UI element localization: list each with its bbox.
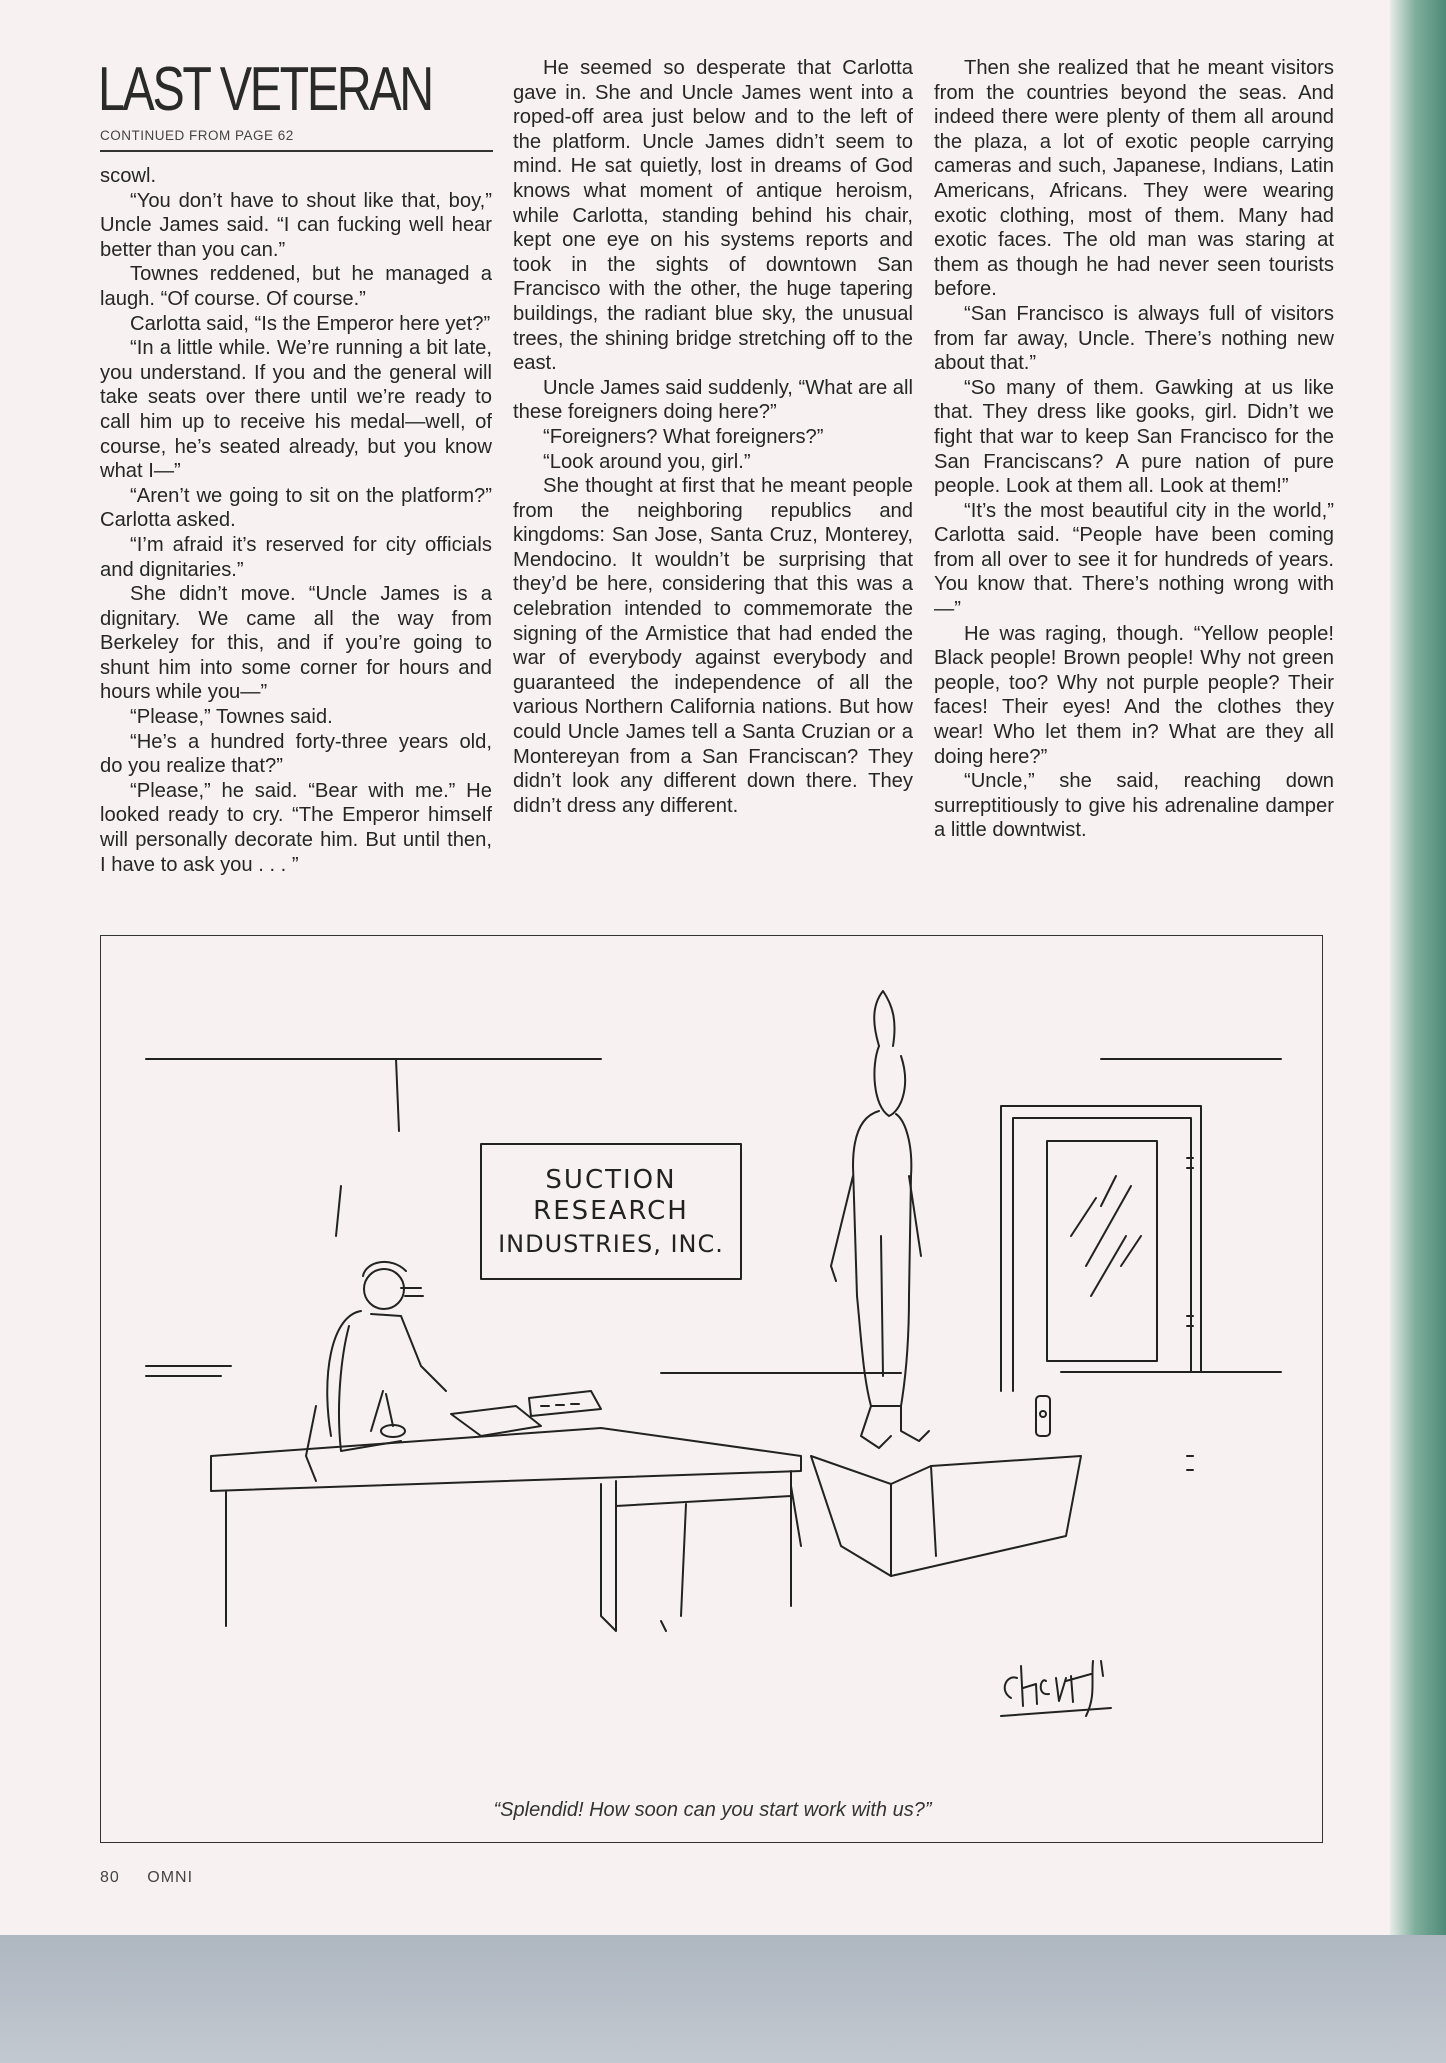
- desk-papers: [381, 1394, 541, 1437]
- cartoon-drawing: [101, 936, 1324, 1844]
- page-folio: [100, 1869, 215, 1887]
- cartoon-caption: “Splendid! How soon can you start work with us?”: [493, 1799, 932, 1821]
- adjacent-page-edge: [1390, 0, 1446, 1935]
- artist-signature-underline: [1001, 1708, 1111, 1716]
- suspended-applicant: [831, 991, 929, 1448]
- sign-line-3: INDUSTRIES, INC.: [498, 1230, 724, 1258]
- story-title: LAST VETERAN: [98, 55, 432, 124]
- paragraph: “Please,” Townes said.: [130, 706, 333, 729]
- paragraph: “Please,” he said. “Bear with me.” He looked ready to cry. “The Emperor himself will personally decorate him. But until then, I have to ask you . . . ”: [100, 779, 492, 876]
- desk-phone: [529, 1391, 601, 1416]
- sign-line-2: RESEARCH: [533, 1196, 689, 1226]
- sign-line-1: SUCTION: [545, 1165, 677, 1195]
- artist-signature: [1005, 1661, 1103, 1716]
- paragraph: “He’s a hundred forty-three years old, do you realize that?”: [100, 730, 492, 778]
- text-column-3: [934, 56, 1334, 843]
- cartoon-panel: [100, 935, 1323, 1843]
- continued-from-note: CONTINUED FROM PAGE 62: [100, 128, 294, 143]
- text-column-1: [100, 164, 492, 877]
- paragraph: He was raging, though. “Yellow people! Black people! Brown people! Why not green people, too? Why not purple people? Their faces! Their eyes! And the clothes they wear! Who let them in? What are they all doing here?”: [934, 622, 1334, 768]
- paragraph: “So many of them. Gawking at us like that. They dress like gooks, girl. Didn’t we fight that war to keep San Francisco for the San Franciscans? A pure nation of pure people. Look at them all. Look at them!”: [934, 376, 1334, 498]
- paragraph: Carlotta said, “Is the Emperor here yet?”: [130, 312, 491, 335]
- paragraph: “Foreigners? What foreigners?”: [543, 425, 824, 448]
- paragraph: He seemed so desperate that Carlotta gave in. She and Uncle James went into a roped-off area just below and to the left of the platform. Uncle James didn’t seem to mind. He sat quietly, lost in dreams of God knows what moment of antique heroism, while Carlotta, standing behind his chair, kept one eye on his systems reports and took in the sights of downtown San Francisco with the other, the huge tapering buildings, the radiant blue sky, the unusual trees, the shining bridge stretching off to the east.: [513, 57, 913, 375]
- paragraph: She didn’t move. “Uncle James is a dignitary. We came all the way from Berkeley for this, and if you’re going to shunt him into some corner for hours and hours while you—”: [100, 583, 492, 704]
- text-column-2: [513, 56, 913, 818]
- scan-background: [0, 1935, 1446, 2063]
- paragraph: “Aren’t we going to sit on the platform?” Carlotta asked.: [100, 484, 492, 532]
- paragraph: “It’s the most beautiful city in the world,” Carlotta said. “People have been coming from all over to see it for hundreds of years. You know that. There’s nothing wrong with—”: [934, 499, 1334, 621]
- title-rule: [100, 150, 493, 152]
- office-door: [1001, 1106, 1201, 1470]
- paragraph: Then she realized that he meant visitors from the countries beyond the seas. And indeed there were plenty of them all around the plaza, a lot of exotic people carrying cameras and such, Japanese, Indians, Latin Americans, Africans. They were wearing exotic clothing, most of them. Many had exotic faces. The old man was staring at them as though he had never seen tourists before.: [934, 57, 1334, 301]
- paragraph: “You don’t have to shout like that, boy,” Uncle James said. “I can fucking well hear better than you can.”: [100, 189, 492, 261]
- paragraph: “Uncle,” she said, reaching down surreptitiously to give his adrenaline damper a little downtwist.: [934, 770, 1334, 842]
- magazine-name: OMNI: [147, 1869, 194, 1886]
- paragraph: “I’m afraid it’s reserved for city officials and dignitaries.”: [100, 533, 492, 581]
- company-sign: [481, 1144, 741, 1279]
- paragraph: Uncle James said suddenly, “What are all these foreigners doing here?”: [513, 376, 913, 424]
- paragraph: scowl.: [100, 165, 157, 187]
- paragraph: She thought at first that he meant people from the neighboring republics and kingdoms: San Jose, Santa Cruz, Monterey, Mendocino. It wouldn’t be surprising that they’d be here, considering that this was a celebration intended to commemorate the signing of the Armistice that had ended the war of everybody against everybody and guaranteed the independence of all the various Northern California nations. But how could Uncle James tell a Santa Cruzian or a Montereyan from a San Franciscan? They didn’t look any different down there. They didn’t dress any different.: [513, 475, 913, 817]
- paragraph: “Look around you, girl.”: [543, 450, 751, 473]
- paragraph: “In a little while. We’re running a bit late, you understand. If you and the general will take seats over there until we’re ready to call him up to receive his medal—well, of course, he’s seated already, but you know what I—”: [100, 337, 492, 483]
- toppled-box: [791, 1456, 1081, 1576]
- paragraph: Townes reddened, but he managed a laugh. “Of course. Of course.”: [100, 263, 492, 310]
- office-desk: [211, 1428, 801, 1631]
- paragraph: “San Francisco is always full of visitors from far away, Uncle. There’s nothing new about that.”: [934, 302, 1334, 375]
- page-number: 80: [100, 1869, 120, 1886]
